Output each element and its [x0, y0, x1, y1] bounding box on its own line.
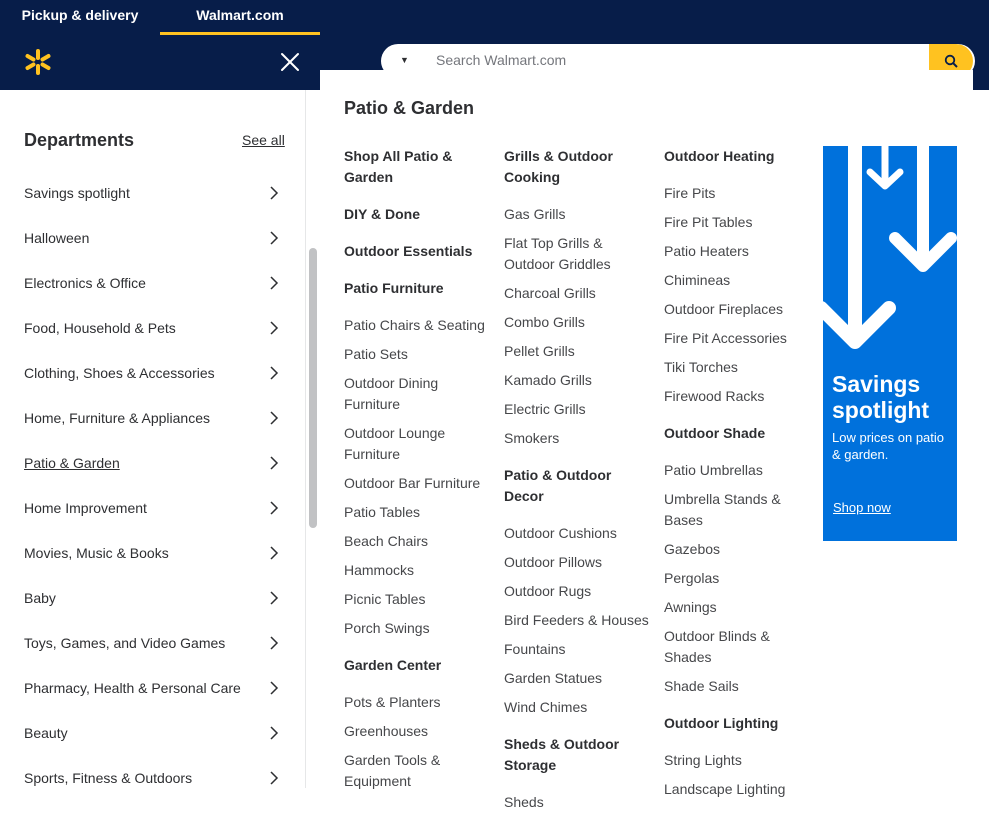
drawer-header	[0, 0, 320, 90]
chevron-right-icon	[268, 456, 280, 470]
subcategory-link[interactable]: Patio Umbrellas	[664, 462, 763, 478]
department-item[interactable]	[0, 260, 305, 305]
department-item-label: Sports, Fitness & Outdoors	[24, 769, 193, 786]
subcategory-link[interactable]: Outdoor Lounge Furniture	[344, 425, 446, 462]
subcategory-link[interactable]: Patio Heaters	[664, 243, 749, 259]
department-item-label: Home, Furniture & Appliances	[24, 409, 210, 426]
subcategory-link[interactable]: Fountains	[504, 641, 566, 657]
department-item[interactable]	[0, 350, 305, 395]
department-item[interactable]	[0, 395, 305, 440]
departments-drawer	[0, 0, 320, 788]
flyout-column-2	[504, 146, 654, 829]
search-department-dropdown-icon[interactable]: ▼	[400, 55, 409, 65]
department-item[interactable]	[0, 305, 305, 350]
tab-walmart-com[interactable]: Walmart.com	[160, 0, 320, 35]
search-icon	[944, 54, 958, 68]
department-item[interactable]	[0, 710, 305, 755]
department-item-label: Electronics & Office	[24, 274, 146, 291]
subcategory-link[interactable]: Bird Feeders & Houses	[504, 612, 649, 628]
subcategory-link[interactable]: Awnings	[664, 599, 717, 615]
flyout-column-1	[344, 146, 494, 808]
department-item-label: Clothing, Shoes & Accessories	[24, 364, 215, 381]
walmart-spark-logo-icon[interactable]	[24, 48, 52, 76]
chevron-right-icon	[268, 186, 280, 200]
flyout-column-3	[664, 146, 814, 816]
department-item-label: Halloween	[24, 229, 90, 246]
subcategory-link[interactable]: Patio Chairs & Seating	[344, 317, 485, 333]
subcategory-link[interactable]: Outdoor Bar Furniture	[344, 475, 481, 491]
chevron-right-icon	[268, 231, 280, 245]
department-item-label: Pharmacy, Health & Personal Care	[24, 679, 241, 696]
close-icon[interactable]	[278, 50, 302, 74]
category-heading-link[interactable]: Outdoor Lighting	[664, 715, 779, 731]
subcategory-link[interactable]: Picnic Tables	[344, 591, 426, 607]
category-heading-link[interactable]: Shop All Patio & Garden	[344, 148, 453, 185]
down-arrows-graphic	[823, 146, 957, 356]
subcategory-link[interactable]: Outdoor Pillows	[504, 554, 603, 570]
tab-pickup-delivery[interactable]: Pickup & delivery	[21, 7, 139, 23]
subcategory-link[interactable]: Outdoor Rugs	[504, 583, 592, 599]
subcategory-link[interactable]: Garden Statues	[504, 670, 603, 686]
subcategory-link[interactable]: Patio Sets	[344, 346, 408, 362]
category-heading-link[interactable]: DIY & Done	[344, 206, 420, 222]
subcategory-link[interactable]: Chimineas	[664, 272, 731, 288]
department-item[interactable]	[0, 215, 305, 260]
subcategory-link[interactable]: String Lights	[664, 752, 742, 768]
department-item-label: Patio & Garden	[24, 454, 120, 471]
subcategory-link[interactable]: Outdoor Blinds & Shades	[664, 628, 770, 665]
department-item-label: Movies, Music & Books	[24, 544, 169, 561]
chevron-right-icon	[268, 771, 280, 785]
subcategory-link[interactable]: Tiki Torches	[664, 359, 738, 375]
drawer-scrollbar-thumb[interactable]	[309, 248, 317, 528]
chevron-right-icon	[268, 636, 280, 650]
chevron-right-icon	[268, 681, 280, 695]
subcategory-link[interactable]: Umbrella Stands & Bases	[664, 491, 781, 528]
subcategory-link[interactable]: Gas Grills	[504, 206, 566, 222]
department-item[interactable]	[0, 530, 305, 575]
subcategory-link[interactable]: Patio Tables	[344, 504, 421, 520]
subcategory-link[interactable]: Smokers	[504, 430, 560, 446]
subcategory-link[interactable]: Beach Chairs	[344, 533, 429, 549]
departments-heading: Departments	[24, 130, 135, 150]
department-item[interactable]	[0, 665, 305, 710]
subcategory-link[interactable]: Outdoor Dining Furniture	[344, 375, 439, 412]
department-item-label: Food, Household & Pets	[24, 319, 176, 336]
chevron-right-icon	[268, 501, 280, 515]
chevron-right-icon	[268, 411, 280, 425]
subcategory-link[interactable]: Pellet Grills	[504, 343, 575, 359]
subcategory-link[interactable]: Gazebos	[664, 541, 721, 557]
category-heading-link[interactable]: Outdoor Shade	[664, 425, 766, 441]
flyout-title: Patio & Garden	[344, 98, 475, 118]
subcategory-link[interactable]: Shade Sails	[664, 678, 739, 694]
chevron-right-icon	[268, 366, 280, 380]
subcategory-link[interactable]: Charcoal Grills	[504, 285, 596, 301]
subcategory-link[interactable]: Wind Chimes	[504, 699, 588, 715]
subcategory-link[interactable]: Combo Grills	[504, 314, 585, 330]
subcategory-link[interactable]: Sheds	[504, 794, 544, 810]
department-item[interactable]	[0, 170, 305, 215]
category-heading-link[interactable]: Outdoor Heating	[664, 148, 775, 164]
chevron-right-icon	[268, 726, 280, 740]
subcategory-link[interactable]: Outdoor Cushions	[504, 525, 617, 541]
subcategory-link[interactable]: Electric Grills	[504, 401, 586, 417]
category-heading-link[interactable]: Outdoor Essentials	[344, 243, 473, 259]
chevron-right-icon	[268, 591, 280, 605]
subcategory-link[interactable]: Pots & Planters	[344, 694, 441, 710]
category-heading-link[interactable]: Patio & Outdoor Decor	[504, 467, 612, 504]
subcategory-link[interactable]: Outdoor Fireplaces	[664, 301, 784, 317]
department-item[interactable]	[0, 620, 305, 665]
subcategory-link[interactable]: Firewood Racks	[664, 388, 765, 404]
subcategory-link[interactable]: Landscape Lighting	[664, 781, 786, 797]
departments-list	[0, 170, 305, 800]
department-item-label: Beauty	[24, 724, 68, 741]
subcategory-link[interactable]: Fire Pit Accessories	[664, 330, 787, 346]
subcategory-link[interactable]: Porch Swings	[344, 620, 430, 636]
subcategory-link[interactable]: Hammocks	[344, 562, 415, 578]
category-heading-link[interactable]: Grills & Outdoor Cooking	[504, 148, 613, 185]
chevron-right-icon	[268, 321, 280, 335]
department-item[interactable]	[0, 755, 305, 800]
subcategory-link[interactable]: Flat Top Grills & Outdoor Griddles	[504, 235, 611, 272]
subcategory-link[interactable]: Fire Pit Tables	[664, 214, 753, 230]
category-heading-link[interactable]: Sheds & Outdoor Storage	[504, 736, 620, 773]
category-heading-link[interactable]: Patio Furniture	[344, 280, 444, 296]
chevron-right-icon	[268, 276, 280, 290]
promo-shop-now-link[interactable]: Shop now	[833, 500, 891, 515]
promo-title: Savings spotlight	[832, 371, 930, 423]
subcategory-link[interactable]: Greenhouses	[344, 723, 429, 739]
subcategory-link[interactable]: Kamado Grills	[504, 372, 592, 388]
department-item-label: Toys, Games, and Video Games	[24, 634, 226, 651]
department-item-label: Home Improvement	[24, 499, 147, 516]
department-item[interactable]	[0, 440, 305, 485]
subcategory-link[interactable]: Fire Pits	[664, 185, 716, 201]
subcategory-link[interactable]: Garden Tools & Equipment	[344, 752, 441, 789]
department-item-label: Baby	[24, 589, 56, 606]
savings-spotlight-promo[interactable]	[823, 146, 957, 541]
department-item[interactable]	[0, 485, 305, 530]
promo-subtitle: Low prices on patio & garden.	[832, 430, 945, 462]
search-input[interactable]: Search Walmart.com	[436, 52, 567, 68]
chevron-right-icon	[268, 546, 280, 560]
department-item-label: Savings spotlight	[24, 184, 130, 201]
subcategory-link[interactable]: Pergolas	[664, 570, 720, 586]
see-all-link[interactable]: See all	[242, 132, 285, 148]
department-flyout-panel	[320, 70, 973, 810]
category-heading-link[interactable]: Garden Center	[344, 657, 442, 673]
department-item[interactable]	[0, 575, 305, 620]
